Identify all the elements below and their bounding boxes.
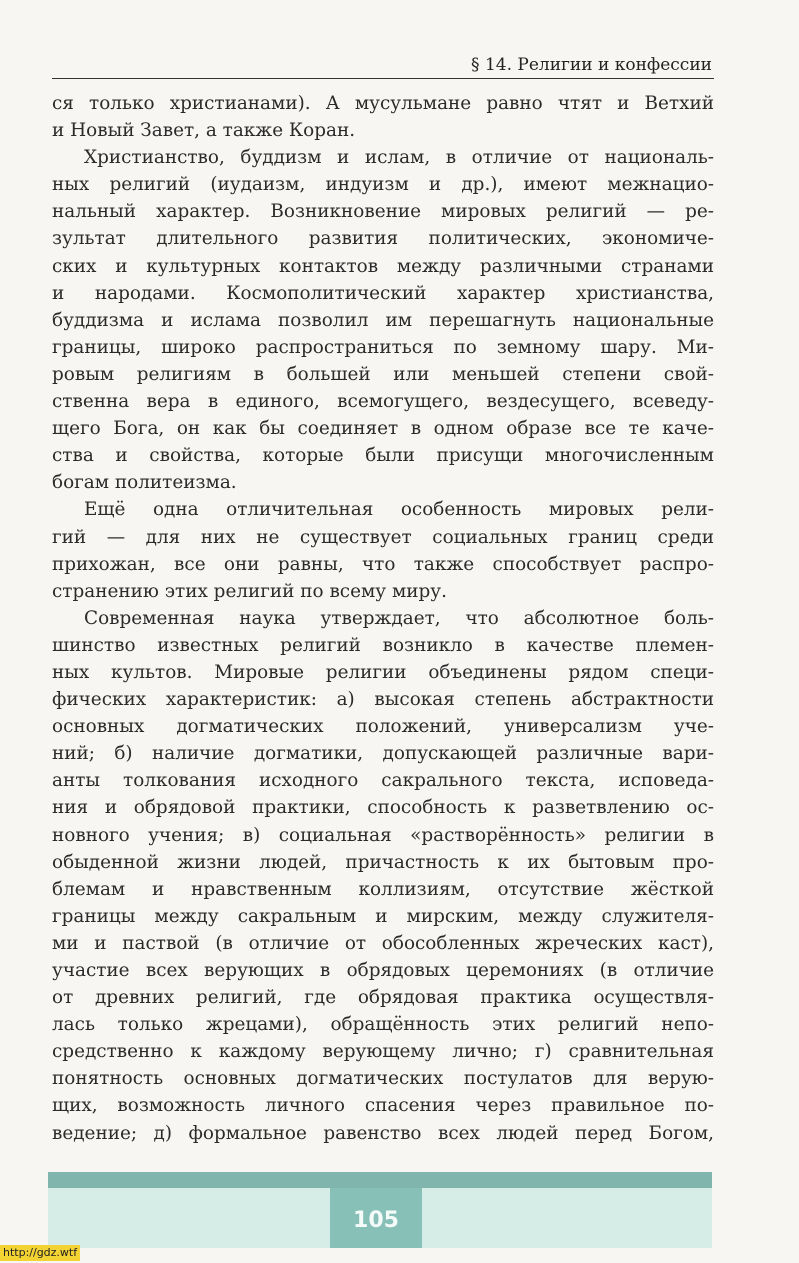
text-line: ства и свойства, которые были присущи многочисленным (52, 445, 714, 467)
text-line: ведение; д) формальное равенство всех людей перед Богом, (52, 1122, 714, 1144)
footer-strip (48, 1172, 712, 1188)
text-line: понятность основных догматических постулатов для верую- (52, 1068, 714, 1090)
text-line: границы между сакральным и мирским, между служителя- (52, 905, 714, 927)
text-line: основных догматических положений, универсализм уче- (52, 716, 714, 738)
text-line: от древних религий, где обрядовая практика осуществля- (52, 987, 714, 1009)
text-line: зультат длительного развития политических, экономиче- (52, 228, 714, 250)
text-line: ных религий (иудаизм, индуизм и др.), имеют межнацио- (52, 174, 714, 196)
watermark-link[interactable]: http://gdz.wtf (0, 1245, 80, 1261)
text-line: ных культов. Мировые религии объединены рядом специ- (52, 661, 714, 683)
text-line: Ещё одна отличительная особенность мировых рели- (84, 499, 714, 521)
text-line: шинство известных религий возникло в качестве племен- (52, 634, 714, 656)
text-line: ми и паствой (в отличие от обособленных жреческих каст), (52, 932, 714, 954)
text-line: прихожан, все они равны, что также способствует распро- (52, 553, 714, 575)
text-line: ния и обрядовой практики, способность к разветвлению ос- (52, 797, 714, 819)
page-number: 105 (353, 1208, 399, 1233)
text-line: ся только христианами). А мусульмане равно чтят и Ветхий (52, 93, 714, 114)
text-line: новного учения; в) социальная «растворённость» религии в (52, 824, 714, 846)
text-line: странению этих религий по всему миру. (52, 580, 447, 602)
text-line: границы, широко распространиться по земному шару. Ми- (52, 336, 714, 358)
text-line: и народами. Космополитический характер христианства, (52, 282, 714, 304)
text-line: ний; б) наличие догматики, допускающей различные вари- (52, 743, 714, 765)
text-line: Христианство, буддизм и ислам, в отличие от националь- (84, 147, 714, 169)
text-line: богам политеизма. (52, 472, 237, 494)
text-line: ровым религиям в большей или меньшей степени свой- (52, 363, 714, 385)
text-line: средственно к каждому верующему лично; г) сравнительная (52, 1041, 714, 1063)
running-header (52, 52, 714, 79)
text-line: щих, возможность личного спасения через правильное по- (52, 1095, 714, 1117)
text-line: гий — для них не существует социальных границ среди (52, 526, 714, 548)
text-line: и Новый Завет, а также Коран. (52, 120, 356, 142)
section-title: § 14. Религии и конфессии (471, 55, 712, 75)
text-line: ственна вера в единого, всемогущего, вездесущего, всеведу- (52, 391, 714, 413)
text-line: буддизма и ислама позволил им перешагнуть национальные (52, 309, 714, 331)
text-line: фических характеристик: а) высокая степень абстрактности (52, 689, 714, 711)
text-line: участие всех верующих в обрядовых церемониях (в отличие (52, 960, 714, 981)
text-line: анты толкования исходного сакрального текста, исповеда- (52, 770, 714, 792)
text-line: Современная наука утверждает, что абсолютное боль- (84, 607, 714, 629)
text-line: нальный характер. Возникновение мировых религий — ре- (52, 201, 714, 223)
text-line: щего Бога, он как бы соединяет в одном образе все те каче- (52, 418, 714, 440)
text-line: ских и культурных контактов между различными странами (52, 255, 714, 277)
text-line: блемам и нравственным коллизиям, отсутствие жёсткой (52, 878, 714, 900)
text-line: обыденной жизни людей, причастность к их бытовым про- (52, 851, 714, 873)
body-text (52, 90, 714, 1147)
text-line: лась только жрецами), обращённость этих религий непо- (52, 1014, 714, 1036)
